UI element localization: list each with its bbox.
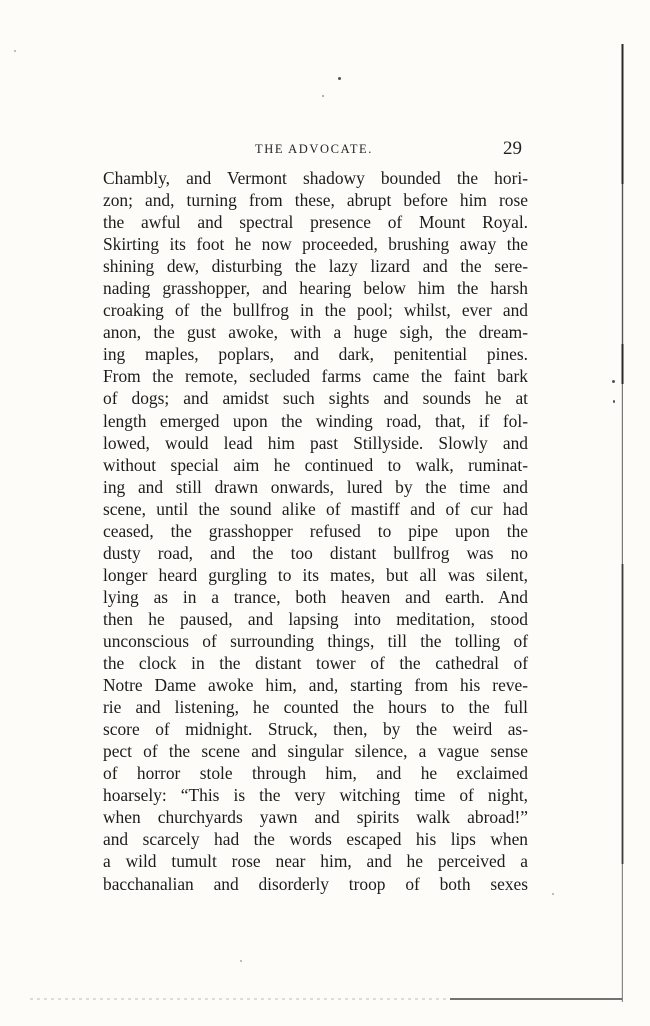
text-line: anon, the gust awoke, with a huge sigh, the dream- (103, 322, 528, 343)
text-line: bacchanalian and disorderly troop of both sexes (103, 873, 528, 894)
text-line: unconscious of surrounding things, till the tolling of (103, 630, 528, 651)
text-line: scene, until the sound alike of mastiff and of cur had (103, 498, 528, 519)
scan-speck (240, 960, 242, 962)
text-line: ing and still drawn onwards, lured by the time and (103, 476, 528, 497)
scan-speck (322, 95, 324, 97)
text-line: then he paused, and lapsing into meditation, stood (103, 608, 528, 629)
text-line: pect of the scene and singular silence, a vague sense (103, 741, 528, 762)
running-title: THE ADVOCATE. (255, 142, 374, 156)
text-line: Chambly, and Vermont shadowy bounded the hori- (103, 168, 528, 188)
text-line: From the remote, secluded farms came the faint bark (103, 366, 528, 387)
text-line: ceased, the grasshopper refused to pipe upon the (103, 520, 528, 541)
text-line: rie and listening, he counted the hours to the full (103, 697, 528, 718)
scan-speck (552, 893, 554, 895)
text-line: score of midnight. Struck, then, by the weird as- (103, 719, 528, 740)
text-line: dusty road, and the too distant bullfrog was no (103, 542, 528, 563)
text-line: of dogs; and amidst such sights and sounds he at (103, 388, 528, 409)
text-line: lying as in a trance, both heaven and earth. And (103, 586, 528, 607)
text-line: of horror stole through him, and he exclaimed (103, 763, 528, 784)
page-number: 29 (503, 138, 522, 159)
bottom-edge-line (30, 994, 622, 1002)
text-line: Notre Dame awoke him, and, starting from his reve- (103, 675, 528, 696)
text-line: shining dew, disturbing the lazy lizard and the sere- (103, 256, 528, 277)
text-line: a wild tumult rose near him, and he perceived a (103, 851, 528, 872)
text-line: and scarcely had the words escaped his lips when (103, 829, 528, 850)
text-line: hoarsely: “This is the very witching time of night, (103, 785, 528, 806)
body-text (103, 167, 528, 895)
text-line: length emerged upon the winding road, that, if fol- (103, 410, 528, 431)
running-head (100, 138, 530, 162)
scan-speck (612, 380, 615, 383)
scan-speck (613, 400, 615, 403)
text-line: the awful and spectral presence of Mount Royal. (103, 212, 528, 233)
text-line: lowed, would lead him past Stillyside. Slowly and (103, 432, 528, 453)
binding-edge-line (621, 44, 624, 1002)
text-line: ing maples, poplars, and dark, penitential pines. (103, 344, 528, 365)
text-line: the clock in the distant tower of the cathedral of (103, 653, 528, 674)
text-line: nading grasshopper, and hearing below him the harsh (103, 278, 528, 299)
text-line: when churchyards yawn and spirits walk abroad!” (103, 807, 528, 828)
text-line: without special aim he continued to walk, ruminat- (103, 454, 528, 475)
text-line: longer heard gurgling to its mates, but all was silent, (103, 564, 528, 585)
text-line: Skirting its foot he now proceeded, brushing away the (103, 234, 528, 255)
scan-speck (338, 77, 341, 80)
text-line: zon; and, turning from these, abrupt before him rose (103, 190, 528, 211)
text-line: croaking of the bullfrog in the pool; whilst, ever and (103, 300, 528, 321)
scan-speck (14, 50, 16, 52)
